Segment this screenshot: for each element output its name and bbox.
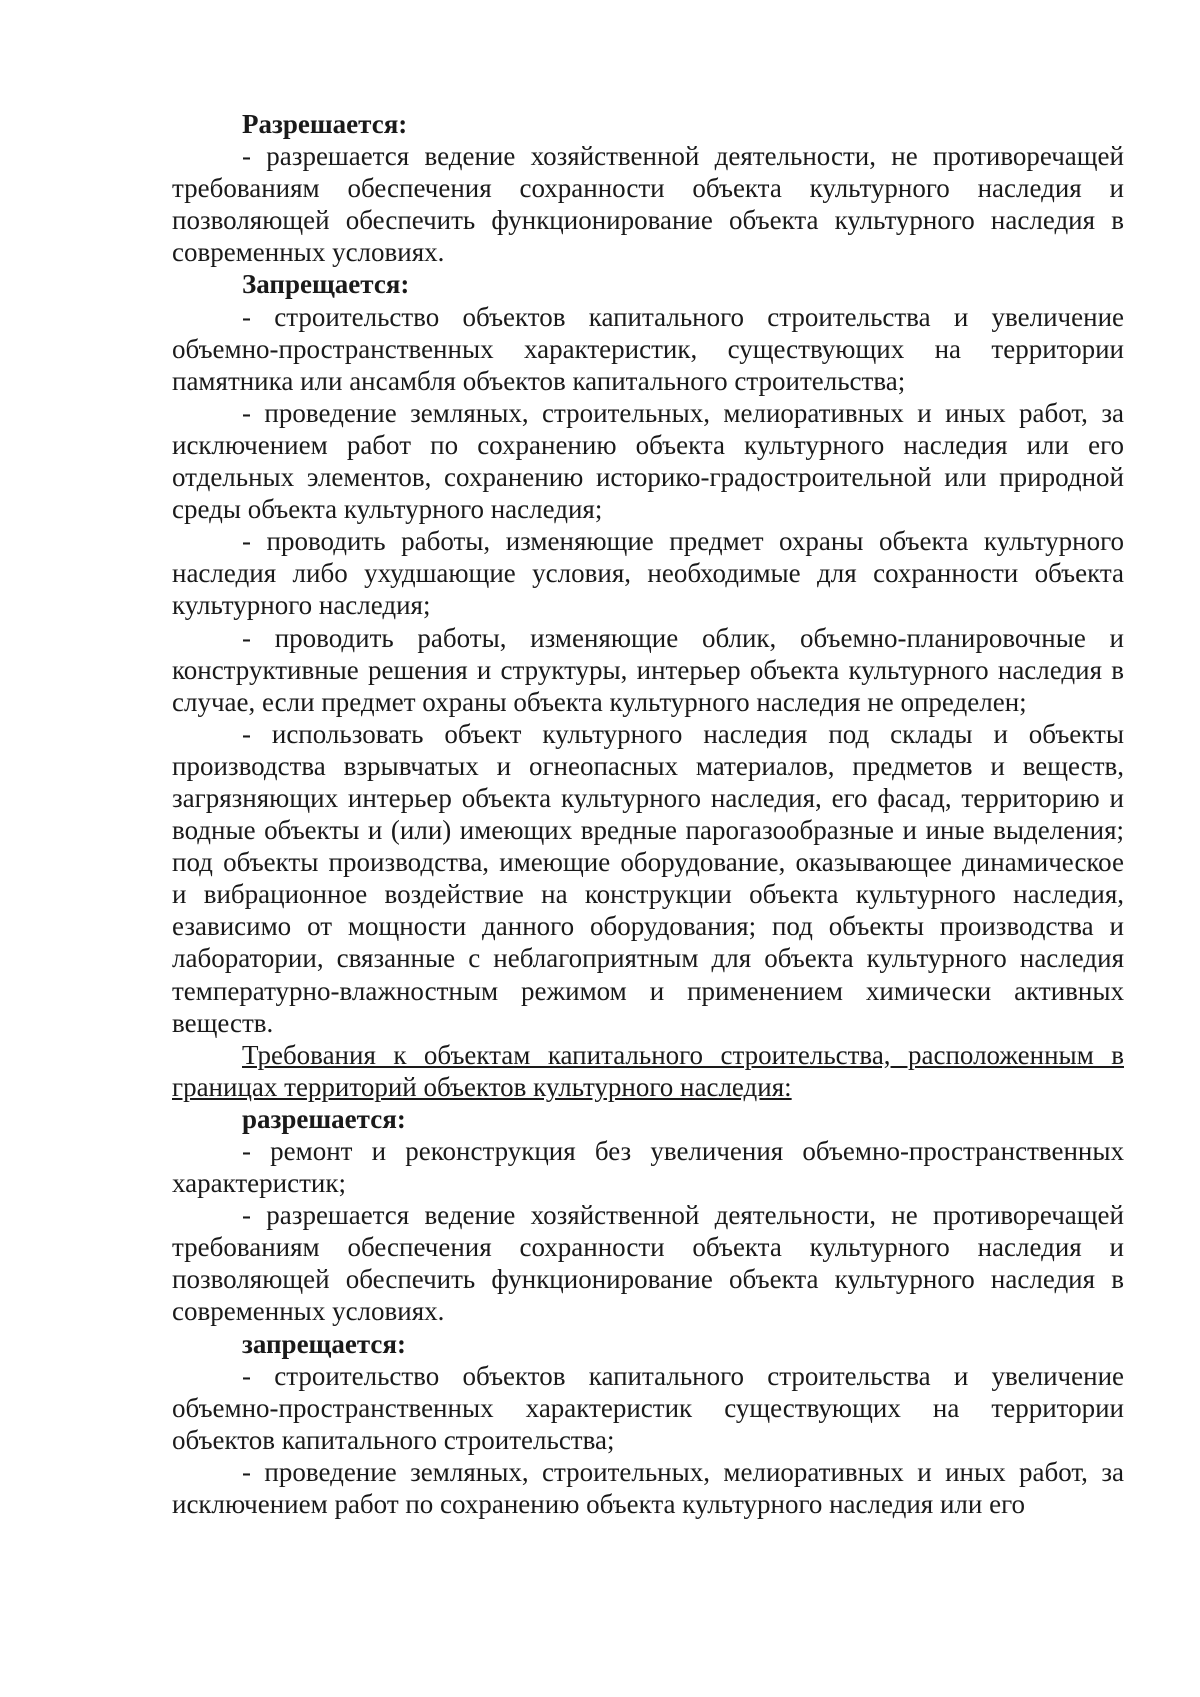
- heading-forbidden-2: запрещается:: [242, 1328, 407, 1359]
- forbidden-item: - использовать объект культурного наследия под склады и объекты производства взрывчатых и огнеопасных материалов, предметов и веществ, загрязняющих интерьер объекта культурного наследия, его фасад, территорию и водные объекты и (или) имеющих вредные парогазообразные и иные выделения; под объекты производства, имеющие оборудование, оказывающее динамическое и вибрационное воздействие на конструкции объекта культурного наследия, езависимо от мощности данного оборудования; под объекты производства и лаборатории, связанные с неблагоприятным для объекта культурного наследия температурно-влажностным режимом и применением химически активных веществ.: [172, 718, 1124, 1038]
- heading-allowed-2: разрешается:: [242, 1103, 406, 1134]
- allowed-item: - разрешается ведение хозяйственной деятельности, не противоречащей требованиям обеспечения сохранности объекта культурного наследия и позволяющей обеспечить функционирование объекта культурного наследия в современных условиях.: [172, 1200, 1124, 1327]
- forbidden-item: - проведение земляных, строительных, мелиоративных и иных работ, за исключением работ по сохранению объекта культурного наследия или его: [172, 1456, 1124, 1520]
- forbidden-item: - проведение земляных, строительных, мелиоративных и иных работ, за исключением работ по сохранению объекта культурного наследия или его отдельных элементов, сохранению историко-градостроительной или природной среды объекта культурного наследия;: [172, 397, 1124, 525]
- forbidden-item: - проводить работы, изменяющие облик, объемно-планировочные и конструктивные решения и структуры, интерьер объекта культурного наследия в случае, если предмет охраны объекта культурного наследия не определен;: [172, 622, 1124, 717]
- forbidden-item: - проводить работы, изменяющие предмет охраны объекта культурного наследия либо ухудшающие условия, необходимые для сохранности объекта культурного наследия;: [172, 526, 1124, 621]
- forbidden-item: - строительство объектов капитального строительства и увеличение объемно-пространственных характеристик, существующих на территории памятника или ансамбля объектов капитального строительства;: [172, 301, 1124, 396]
- allowed-item: - ремонт и реконструкция без увеличения объемно-пространственных характеристик;: [172, 1136, 1124, 1199]
- document-page: [172, 108, 1124, 1520]
- forbidden-item: - строительство объектов капитального строительства и увеличение объемно-пространственных характеристик существующих на территории объектов капитального строительства;: [172, 1360, 1124, 1455]
- allowed-item: - разрешается ведение хозяйственной деятельности, не противоречащей требованиям обеспечения сохранности объекта культурного наследия и позволяющей обеспечить функционирование объекта культурного наследия в современных условиях.: [172, 141, 1124, 268]
- heading-forbidden: Запрещается:: [242, 269, 410, 300]
- section-title-requirements: Требования к объектам капитального строительства, расположенным в границах территорий объектов культурного наследия:: [172, 1039, 1124, 1102]
- heading-allowed: Разрешается:: [242, 109, 408, 139]
